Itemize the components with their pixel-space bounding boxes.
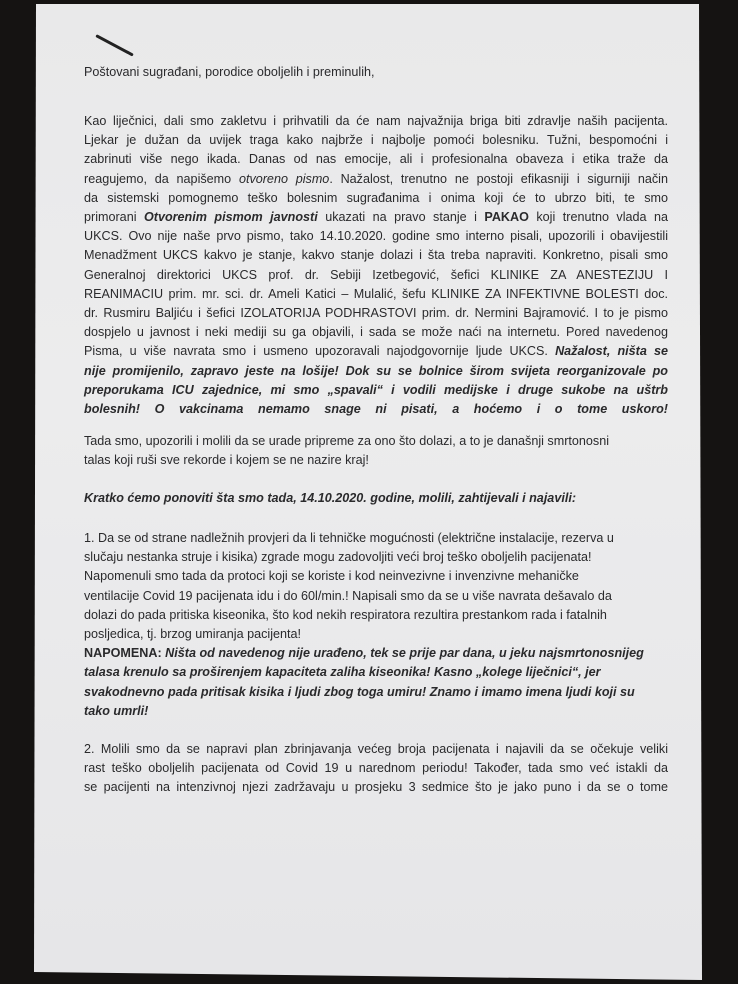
paragraph-point-1: [84, 529, 668, 721]
text-line: tako umrli!: [84, 703, 149, 718]
text-line: Kao liječnici, dali smo zakletvu i prihvatili da će nam najvažnija briga biti zdravlje naših pacijenta.: [84, 114, 668, 128]
text-line: preporukama ICU zajednice, mi smo „spavali“ i vodili medijske i druge sukobe na uštrb: [84, 382, 668, 397]
text-line: talas koji ruši sve rekorde i kojem se ne nazire kraj!: [84, 453, 369, 468]
text-line: 2. Molili smo da se napravi plan zbrinjavanja većeg broja pacijenata i najavili da se očekuje veliki: [84, 742, 668, 756]
text-line: slučaju nestanka struje i kisika) zgrade mogu zadovoljiti veći broj teško oboljelih pacijenata!: [84, 550, 592, 565]
text-line: primorani Otvorenim pismom javnosti ukazati na pravo stanje i PAKAO koji trenutno vlada na: [84, 210, 669, 225]
paragraph-intro: [84, 112, 668, 419]
letter-greeting: Poštovani sugrađani, porodice oboljelih i preminulih,: [84, 65, 375, 79]
paragraph-warning: [84, 432, 668, 470]
text-line: bolesnih! O vakcinama nemamo snage ni pisati, a hoćemo i o tome uskoro!: [84, 402, 668, 417]
text-line: Generalnoj direktorici UKCS prof. dr. Sebiji Izetbegović, šefici KLINIKE ZA ANESTEZIJU I: [84, 267, 668, 282]
text-line: NAPOMENA: Ništa od navedenog nije urađeno, tek se prije par dana, u jeku najsmrtonosnijeg: [84, 646, 644, 661]
text-line: da sistemski pomognemo teško bolesnim sugrađanima i onima koji će to ubrzo biti, te smo: [84, 190, 668, 205]
text-line: 1. Da se od strane nadležnih provjeri da li tehničke mogućnosti (električne instalacije, rezerva u: [84, 531, 614, 545]
pen-mark: [95, 34, 133, 56]
text-line: Pisma, u više navrata smo i usmeno upozoravali najodgovornije ljude UKCS. Nažalost, ništa se: [84, 344, 668, 359]
text-line: ventilacije Covid 19 pacijenata idu i do 60l/min.! Napisali smo da se u više navrata dešavalo da: [84, 588, 612, 603]
text-line: se pacijenti na intenzivnoj njezi zadržavaju u prosjeku 3 sedmice što je jako puno i da se o tome: [84, 780, 668, 795]
paragraph-summary-heading: Kratko ćemo ponoviti šta smo tada, 14.10.2020. godine, molili, zahtijevali i najavili:: [84, 491, 577, 505]
text-line: Ljekar je dužan da uvijek traga kako najbrže i najbolje pomoći bolesniku. Tužni, bespomoćni i: [84, 133, 668, 148]
text-line: rast teško oboljelih pacijenata od Covid 19 u narednom periodu! Također, tada smo već istakli da: [84, 761, 668, 776]
text-line: dolazi do pada pritiska kiseonika, što kod nekih respiratora rezultira prestankom rada i fatalnih: [84, 607, 607, 622]
text-line: Menadžment UKCS kakvo je stanje, kakvo stanje dolazi i šta treba napraviti. Konkretno, pisali smo: [84, 248, 668, 263]
text-line: nije promijenilo, zapravo jeste na lošije! Dok su se bolnice širom svijeta reorganizovale po: [84, 363, 668, 378]
text-line: talasa krenulo sa proširenjem kapaciteta zaliha kiseonika! Kasno „kolege liječnici“, jer: [84, 665, 601, 680]
text-line: svakodnevno pada pritisak kisika i ljudi zbog toga umiru! Znamo i imamo imena ljudi koji su: [84, 684, 635, 699]
text-line: reagujemo, da napišemo otvoreno pismo. Nažalost, trenutno ne postoji efikasniji i sigurniji način: [84, 171, 668, 186]
text-line: dr. Rusmiru Baljiću i šefici IZOLATORIJA PODHRASTOVI prim. dr. Nermini Bajramović. I to je pismo: [84, 306, 668, 321]
text-line: REANIMACIU prim. mr. sci. dr. Ameli Katici – Mulalić, šefu KLINIKE ZA INFEKTIVNE BOLESTI doc.: [84, 286, 668, 301]
text-line: posljedica, tj. brzog umiranja pacijenta!: [84, 627, 302, 642]
text-line: Napomenuli smo tada da protoci koji se koriste i kod neinvezivne i invenzivne mehaničke: [84, 569, 579, 584]
text-line: UKCS. Ovo nije naše prvo pismo, tako 14.10.2020. godine smo interno pisali, upozorili i obavijestili: [84, 229, 668, 244]
paragraph-point-2: [84, 740, 668, 798]
text-line: dospjelo u javnost i neki mediji su ga objavili, i sada se može naći na internetu. Pored navedenog: [84, 325, 668, 340]
text-line: Tada smo, upozorili i molili da se urade pripreme za ono što dolazi, a to je današnji smrtonosni: [84, 434, 610, 448]
text-line: zabrinuti više nego ikada. Danas od nas emocije, ali i profesionalna obaveza i etika traže da: [84, 152, 668, 167]
